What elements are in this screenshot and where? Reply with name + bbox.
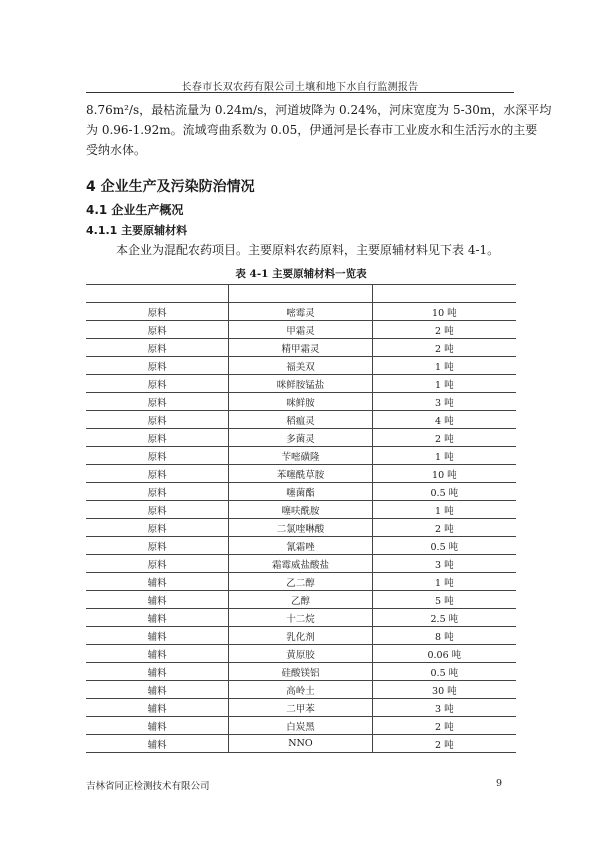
material-name-cell: 精甲霜灵: [229, 339, 372, 357]
material-category-cell: 原料: [86, 357, 229, 375]
intro-line: 受纳水体。: [86, 143, 147, 157]
material-name-cell: 白炭黑: [229, 717, 372, 735]
material-category-cell: 辅料: [86, 627, 229, 645]
table-row: [86, 735, 516, 753]
material-category-cell: 辅料: [86, 699, 229, 717]
body-line: 本企业为混配农药项目。主要原料农药原料，主要原辅材料见下表 4-1。: [116, 243, 500, 257]
material-quantity-cell: 3 吨: [372, 393, 516, 411]
table-row: [86, 663, 516, 681]
material-quantity-cell: [372, 285, 516, 303]
material-name-cell: NNO: [229, 735, 372, 753]
header-divider: [86, 92, 514, 93]
material-name-cell: 咪鲜胺锰盐: [229, 375, 372, 393]
material-name-cell: 黄原胶: [229, 645, 372, 663]
table-row: [86, 483, 516, 501]
material-category-cell: 辅料: [86, 663, 229, 681]
material-quantity-cell: 3 吨: [372, 555, 516, 573]
material-quantity-cell: 30 吨: [372, 681, 516, 699]
material-name-cell: 乳化剂: [229, 627, 372, 645]
material-quantity-cell: 0.5 吨: [372, 483, 516, 501]
material-quantity-cell: 4 吨: [372, 411, 516, 429]
table-row: [86, 357, 516, 375]
material-quantity-cell: 0.5 吨: [372, 537, 516, 555]
material-name-cell: [229, 285, 372, 303]
table-row: [86, 411, 516, 429]
material-quantity-cell: 1 吨: [372, 447, 516, 465]
intro-paragraph: [86, 100, 552, 160]
material-category-cell: 原料: [86, 393, 229, 411]
material-name-cell: 多菌灵: [229, 429, 372, 447]
material-quantity-cell: 1 吨: [372, 375, 516, 393]
intro-line: 为 0.96-1.92m。流域弯曲系数为 0.05，伊通河是长春市工业废水和生活污水的主要: [86, 123, 538, 137]
material-quantity-cell: 5 吨: [372, 591, 516, 609]
table-row: [86, 429, 516, 447]
table-row: [86, 609, 516, 627]
table-row: [86, 537, 516, 555]
material-name-cell: 霜霉威盐酸盐: [229, 555, 372, 573]
page-header: 长春市长双农药有限公司土壤和地下水自行监测报告: [181, 82, 419, 93]
table-row: [86, 501, 516, 519]
material-category-cell: 原料: [86, 375, 229, 393]
material-name-cell: 二甲苯: [229, 699, 372, 717]
material-quantity-cell: 10 吨: [372, 465, 516, 483]
table-row: [86, 681, 516, 699]
material-category-cell: 原料: [86, 483, 229, 501]
material-quantity-cell: 2 吨: [372, 717, 516, 735]
material-category-cell: 辅料: [86, 573, 229, 591]
material-category-cell: 原料: [86, 555, 229, 573]
material-name-cell: 甲霜灵: [229, 321, 372, 339]
table-row: [86, 321, 516, 339]
material-name-cell: 噻菌酯: [229, 483, 372, 501]
table-row: [86, 627, 516, 645]
material-quantity-cell: 0.5 吨: [372, 663, 516, 681]
table-row: [86, 645, 516, 663]
material-quantity-cell: 2 吨: [372, 339, 516, 357]
material-quantity-cell: 1 吨: [372, 573, 516, 591]
material-name-cell: 噻呋酰胺: [229, 501, 372, 519]
material-name-cell: 乙醇: [229, 591, 372, 609]
table-row: [86, 303, 516, 321]
table-row: [86, 339, 516, 357]
subsection-heading: 4.1 企业生产概况: [86, 203, 184, 217]
material-category-cell: 原料: [86, 447, 229, 465]
table-row: [86, 465, 516, 483]
material-name-cell: 嘧霉灵: [229, 303, 372, 321]
material-category-cell: 辅料: [86, 645, 229, 663]
material-name-cell: 稻瘟灵: [229, 411, 372, 429]
material-quantity-cell: 2 吨: [372, 321, 516, 339]
material-name-cell: 氰霜唑: [229, 537, 372, 555]
table-row: [86, 447, 516, 465]
page-number: 9: [496, 778, 503, 789]
table-row: [86, 519, 516, 537]
material-quantity-cell: 2 吨: [372, 735, 516, 753]
table-row: [86, 717, 516, 735]
table-row: [86, 699, 516, 717]
material-name-cell: 福美双: [229, 357, 372, 375]
material-quantity-cell: 3 吨: [372, 699, 516, 717]
material-quantity-cell: 1 吨: [372, 357, 516, 375]
table-caption: 表 4-1 主要原辅材料一览表: [235, 268, 367, 280]
material-category-cell: 原料: [86, 537, 229, 555]
material-category-cell: 原料: [86, 339, 229, 357]
subsubsection-heading: 4.1.1 主要原辅材料: [86, 224, 188, 237]
material-name-cell: 苯噻酰草胺: [229, 465, 372, 483]
material-name-cell: 二氯喹啉酸: [229, 519, 372, 537]
material-quantity-cell: 8 吨: [372, 627, 516, 645]
section-heading: 4 企业生产及污染防治情况: [86, 179, 255, 195]
material-quantity-cell: 1 吨: [372, 501, 516, 519]
materials-table-body: [86, 285, 516, 753]
material-name-cell: 咪鲜胺: [229, 393, 372, 411]
material-quantity-cell: 10 吨: [372, 303, 516, 321]
material-category-cell: 原料: [86, 321, 229, 339]
material-category-cell: [86, 285, 229, 303]
material-quantity-cell: 2.5 吨: [372, 609, 516, 627]
material-name-cell: 高岭土: [229, 681, 372, 699]
material-quantity-cell: 2 吨: [372, 519, 516, 537]
material-category-cell: 原料: [86, 429, 229, 447]
body-paragraph: [86, 240, 516, 260]
table-row: [86, 555, 516, 573]
material-category-cell: 辅料: [86, 681, 229, 699]
material-category-cell: 辅料: [86, 717, 229, 735]
material-category-cell: 辅料: [86, 591, 229, 609]
table-row: [86, 573, 516, 591]
material-category-cell: 原料: [86, 501, 229, 519]
material-category-cell: 辅料: [86, 609, 229, 627]
materials-table: [86, 284, 516, 753]
footer-company: 吉林省同正检测技术有限公司: [86, 781, 210, 792]
material-category-cell: 辅料: [86, 735, 229, 753]
material-quantity-cell: 0.06 吨: [372, 645, 516, 663]
material-category-cell: 原料: [86, 465, 229, 483]
table-row: [86, 393, 516, 411]
material-quantity-cell: 2 吨: [372, 429, 516, 447]
material-name-cell: 苄嘧磺隆: [229, 447, 372, 465]
intro-line: 8.76m²/s，最枯流量为 0.24m/s，河道坡降为 0.24%，河床宽度为 5-30m，水深平均: [86, 103, 552, 117]
material-category-cell: 原料: [86, 303, 229, 321]
table-row: [86, 375, 516, 393]
material-name-cell: 十二烷: [229, 609, 372, 627]
table-row: [86, 285, 516, 303]
material-category-cell: 原料: [86, 519, 229, 537]
material-name-cell: 乙二醇: [229, 573, 372, 591]
material-name-cell: 硅酸镁铝: [229, 663, 372, 681]
table-row: [86, 591, 516, 609]
material-category-cell: 原料: [86, 411, 229, 429]
